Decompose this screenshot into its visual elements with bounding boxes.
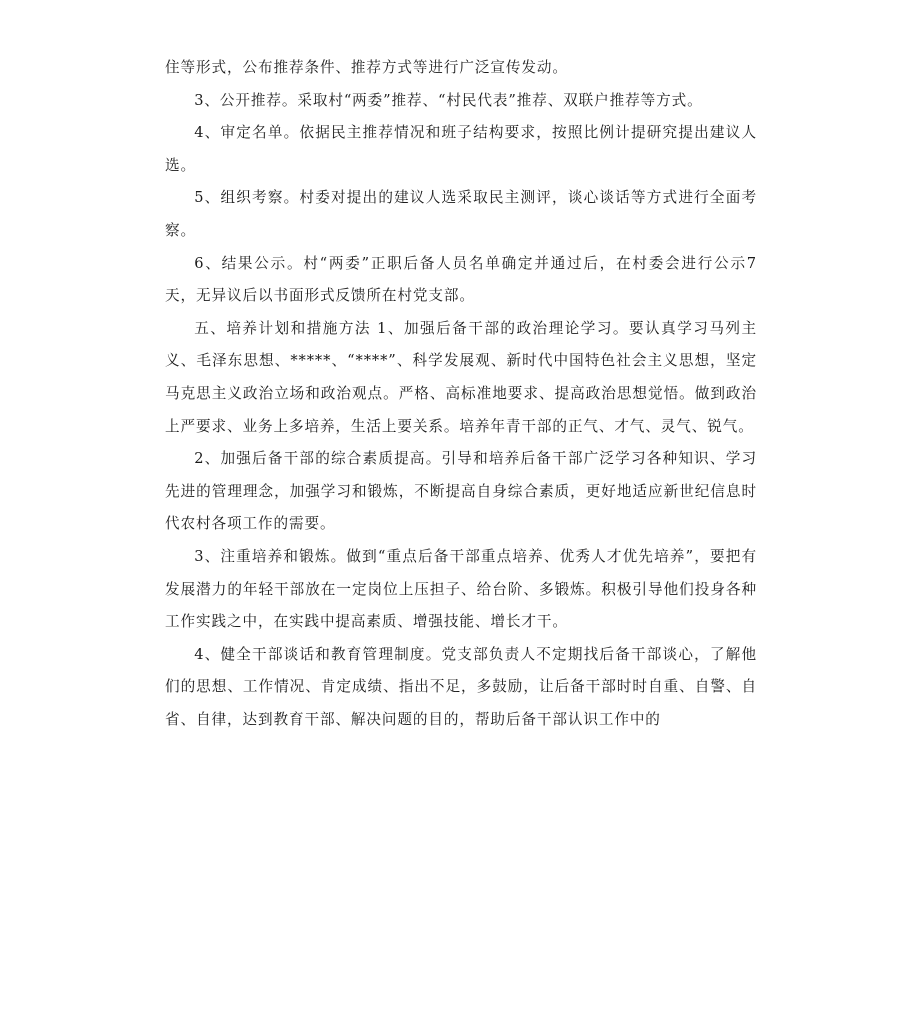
paragraph-review-list: 4、审定名单。依据民主推荐情况和班子结构要求，按照比例计提研究提出建议人选。 bbox=[165, 124, 757, 174]
paragraph-public-recommendation: 3、公开推荐。采取村“两委”推荐、“村民代表”推荐、双联户推荐等方式。 bbox=[194, 91, 703, 109]
paragraph-organize-inspection: 5、组织考察。村委对提出的建议人选采取民主测评，谈心谈话等方式进行全面考察。 bbox=[165, 189, 757, 239]
paragraph-training-exercise: 3、注重培养和锻炼。做到“重点后备干部重点培养、优秀人才优先培养”，要把有发展潜力的年轻干部放在一定岗位上压担子、给台阶、多锻炼。积极引导他们投身各种工作实践之中，在实践中提高素质、增强技能、增长才干。 bbox=[165, 547, 757, 631]
paragraph-training-plan: 五、培养计划和措施方法 1、加强后备干部的政治理论学习。要认真学习马列主义、毛泽东思想、*****、“****”、科学发展观、新时代中国特色社会主义思想，坚定马克思主义政治立场和政治观点。严格、高标准地要求、提高政治思想觉悟。做到政治上严要求、业务上多培养，生活上要关系。培养年青干部的正气、才气、灵气、锐气。 bbox=[165, 319, 757, 435]
document-body bbox=[165, 52, 757, 736]
paragraph-comprehensive-quality: 2、加强后备干部的综合素质提高。引导和培养后备干部广泛学习各种知识、学习先进的管理理念，加强学习和锻炼，不断提高自身综合素质，更好地适应新世纪信息时代农村各项工作的需要。 bbox=[165, 450, 757, 533]
paragraph-result-publicity: 6、结果公示。村“两委”正职后备人员名单确定并通过后，在村委会进行公示7天，无异议后以书面形式反馈所在村党支部。 bbox=[165, 254, 757, 305]
paragraph-talk-management: 4、健全干部谈话和教育管理制度。党支部负责人不定期找后备干部谈心，了解他们的思想、工作情况、肯定成绩、指出不足，多鼓励，让后备干部时时自重、自警、自省、自律，达到教育干部、解决问题的目的，帮助后备干部认识工作中的 bbox=[165, 645, 757, 728]
paragraph-continuation: 住等形式，公布推荐条件、推荐方式等进行广泛宣传发动。 bbox=[165, 59, 568, 76]
